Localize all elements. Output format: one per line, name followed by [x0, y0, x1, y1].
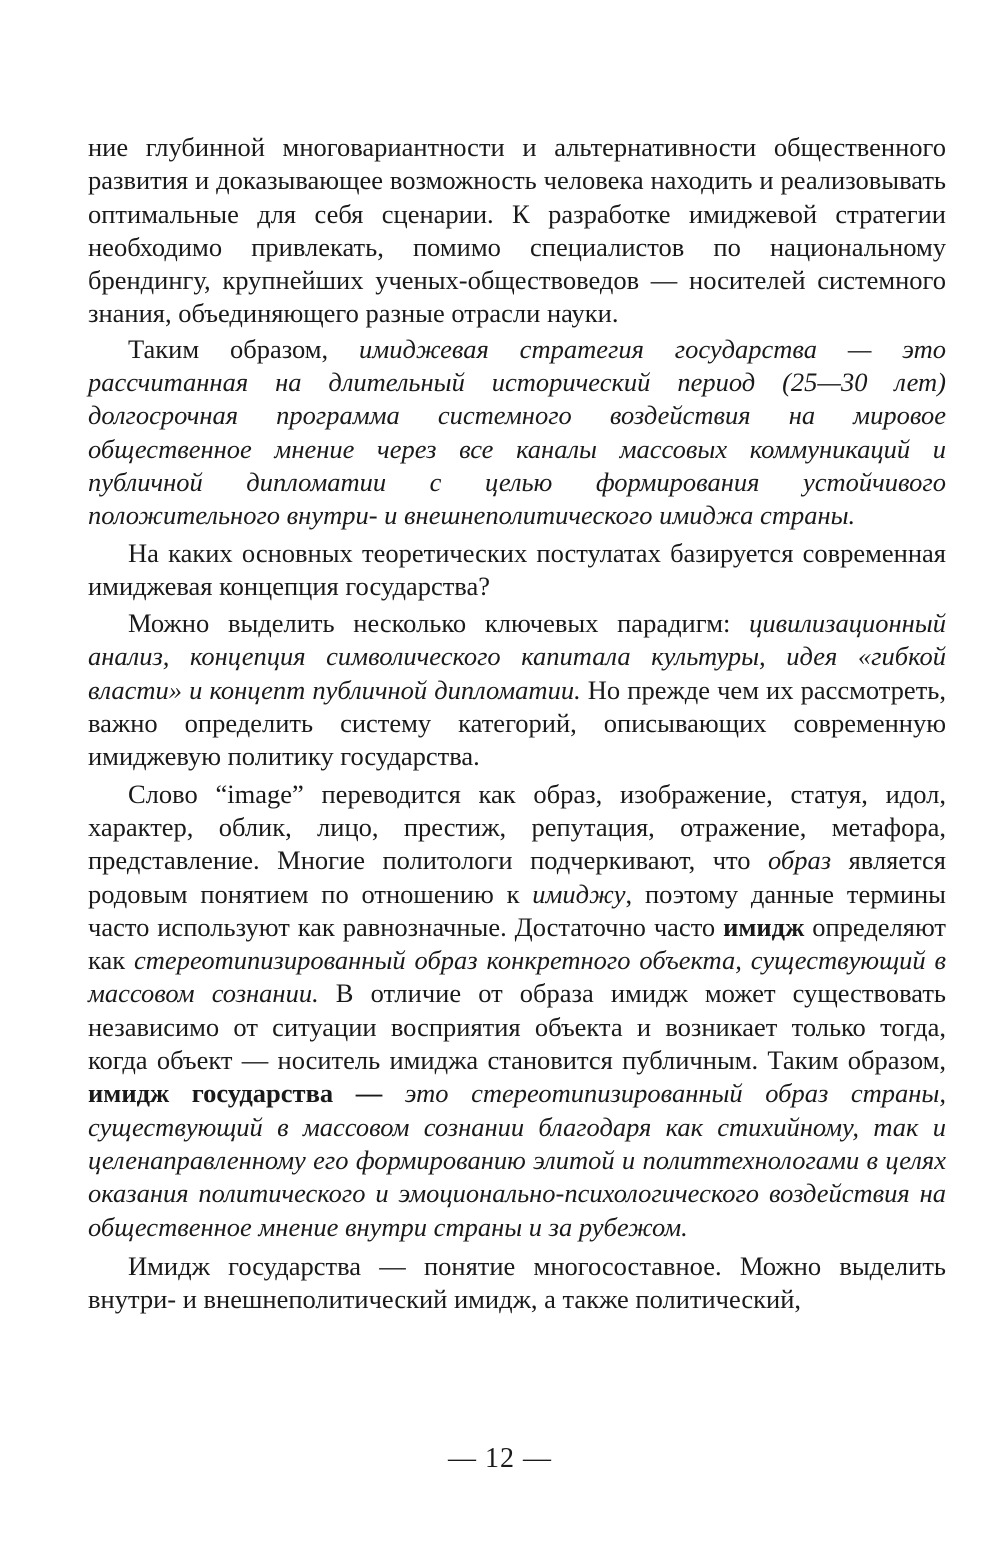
paragraph-state-image-components — [88, 1250, 946, 1317]
page-body — [88, 131, 946, 1316]
page-number: — 12 — — [448, 1443, 552, 1474]
paragraph-lead: Можно выделить несколько ключевых парадигм: — [128, 608, 750, 639]
paragraph-text: На каких основных теоретических постулатах базируется современная имиджевая концепция государства? — [88, 537, 946, 601]
paragraph-tail: Но прежде чем их рассмотреть, важно определить систему категорий, описывающих современную имиджевую политику государства. — [88, 674, 946, 772]
paragraph-text: Имидж государства — понятие многосоставное. Можно выделить внутри- и внешнеполитический имидж, а также политический, — [88, 1250, 946, 1315]
paragraph-image-strategy-definition — [88, 333, 946, 533]
text-segment — [382, 1078, 405, 1108]
paragraph-question — [88, 537, 946, 604]
text-segment: является родовым понятием по отношению к — [88, 845, 946, 909]
paradigms-italic: цивилизационный анализ, концепция символического капитала культуры, идея «гибкой власти» и концепт публичной дипломатии. — [88, 608, 946, 705]
text-segment: Слово “image” переводится как образ, изображение, статуя, идол, характер, облик, лицо, престиж, репутация, отражение, метафора, представление. Многие политологи подчеркивают, что — [88, 778, 946, 876]
paragraph-paradigms — [88, 607, 946, 773]
paragraph-continuation — [88, 131, 946, 331]
paragraph-text: ние глубинной многовариантности и альтернативности общественного развития и доказывающее возможность человека находить и реализовывать оптимальные для себя сценарии. К разработке имиджевой стратегии необходимо привлекать, помимо специалистов по национальному брендингу, крупнейших ученых-обществоведов — носителей системного знания, объединяющего разные отрасли науки. — [88, 132, 946, 329]
text-segment: , поэтому данные термины часто используют как равнозначные. Достаточно часто — [88, 878, 946, 942]
term-imidzh-bold: имидж — [723, 911, 805, 942]
term-imidzh-italic: имиджу — [532, 878, 626, 909]
term-state-image-bold: имидж государства — — [88, 1078, 383, 1109]
text-segment: определяют как — [88, 911, 947, 976]
text-segment: В отличие от образа имидж может существовать независимо от ситуации восприятия объекта и возникает только тогда, когда объект — носитель имиджа становится публичным. Таким образом, — [88, 978, 946, 1076]
term-obraz-italic: образ — [768, 845, 832, 876]
paragraph-image-word — [88, 778, 946, 1244]
definition-italic: имиджевая стратегия государства — это рассчитанная на длительный исторический период (25—30 лет) долгосрочная программа системного воздействия на мировое общественное мнение через все каналы массовых коммуникаций и публичной дипломатии с целью формирования устойчивого положительного внутри- и внешнеполитического имиджа страны. — [88, 333, 946, 531]
paragraph-lead: Таким образом, — [128, 333, 360, 364]
state-image-definition-italic: это стереотипизированный образ страны, существующий в массовом сознании благодаря как стихийному, так и целенаправленному его формированию элитой и политтехнологами в целях оказания политического и эмоционально-психологического воздействия на общественное мнение внутри страны и за рубежом. — [88, 1078, 947, 1242]
image-definition-italic: стереотипизированный образ конкретного объекта, существующий в массовом сознании. — [88, 945, 946, 1009]
